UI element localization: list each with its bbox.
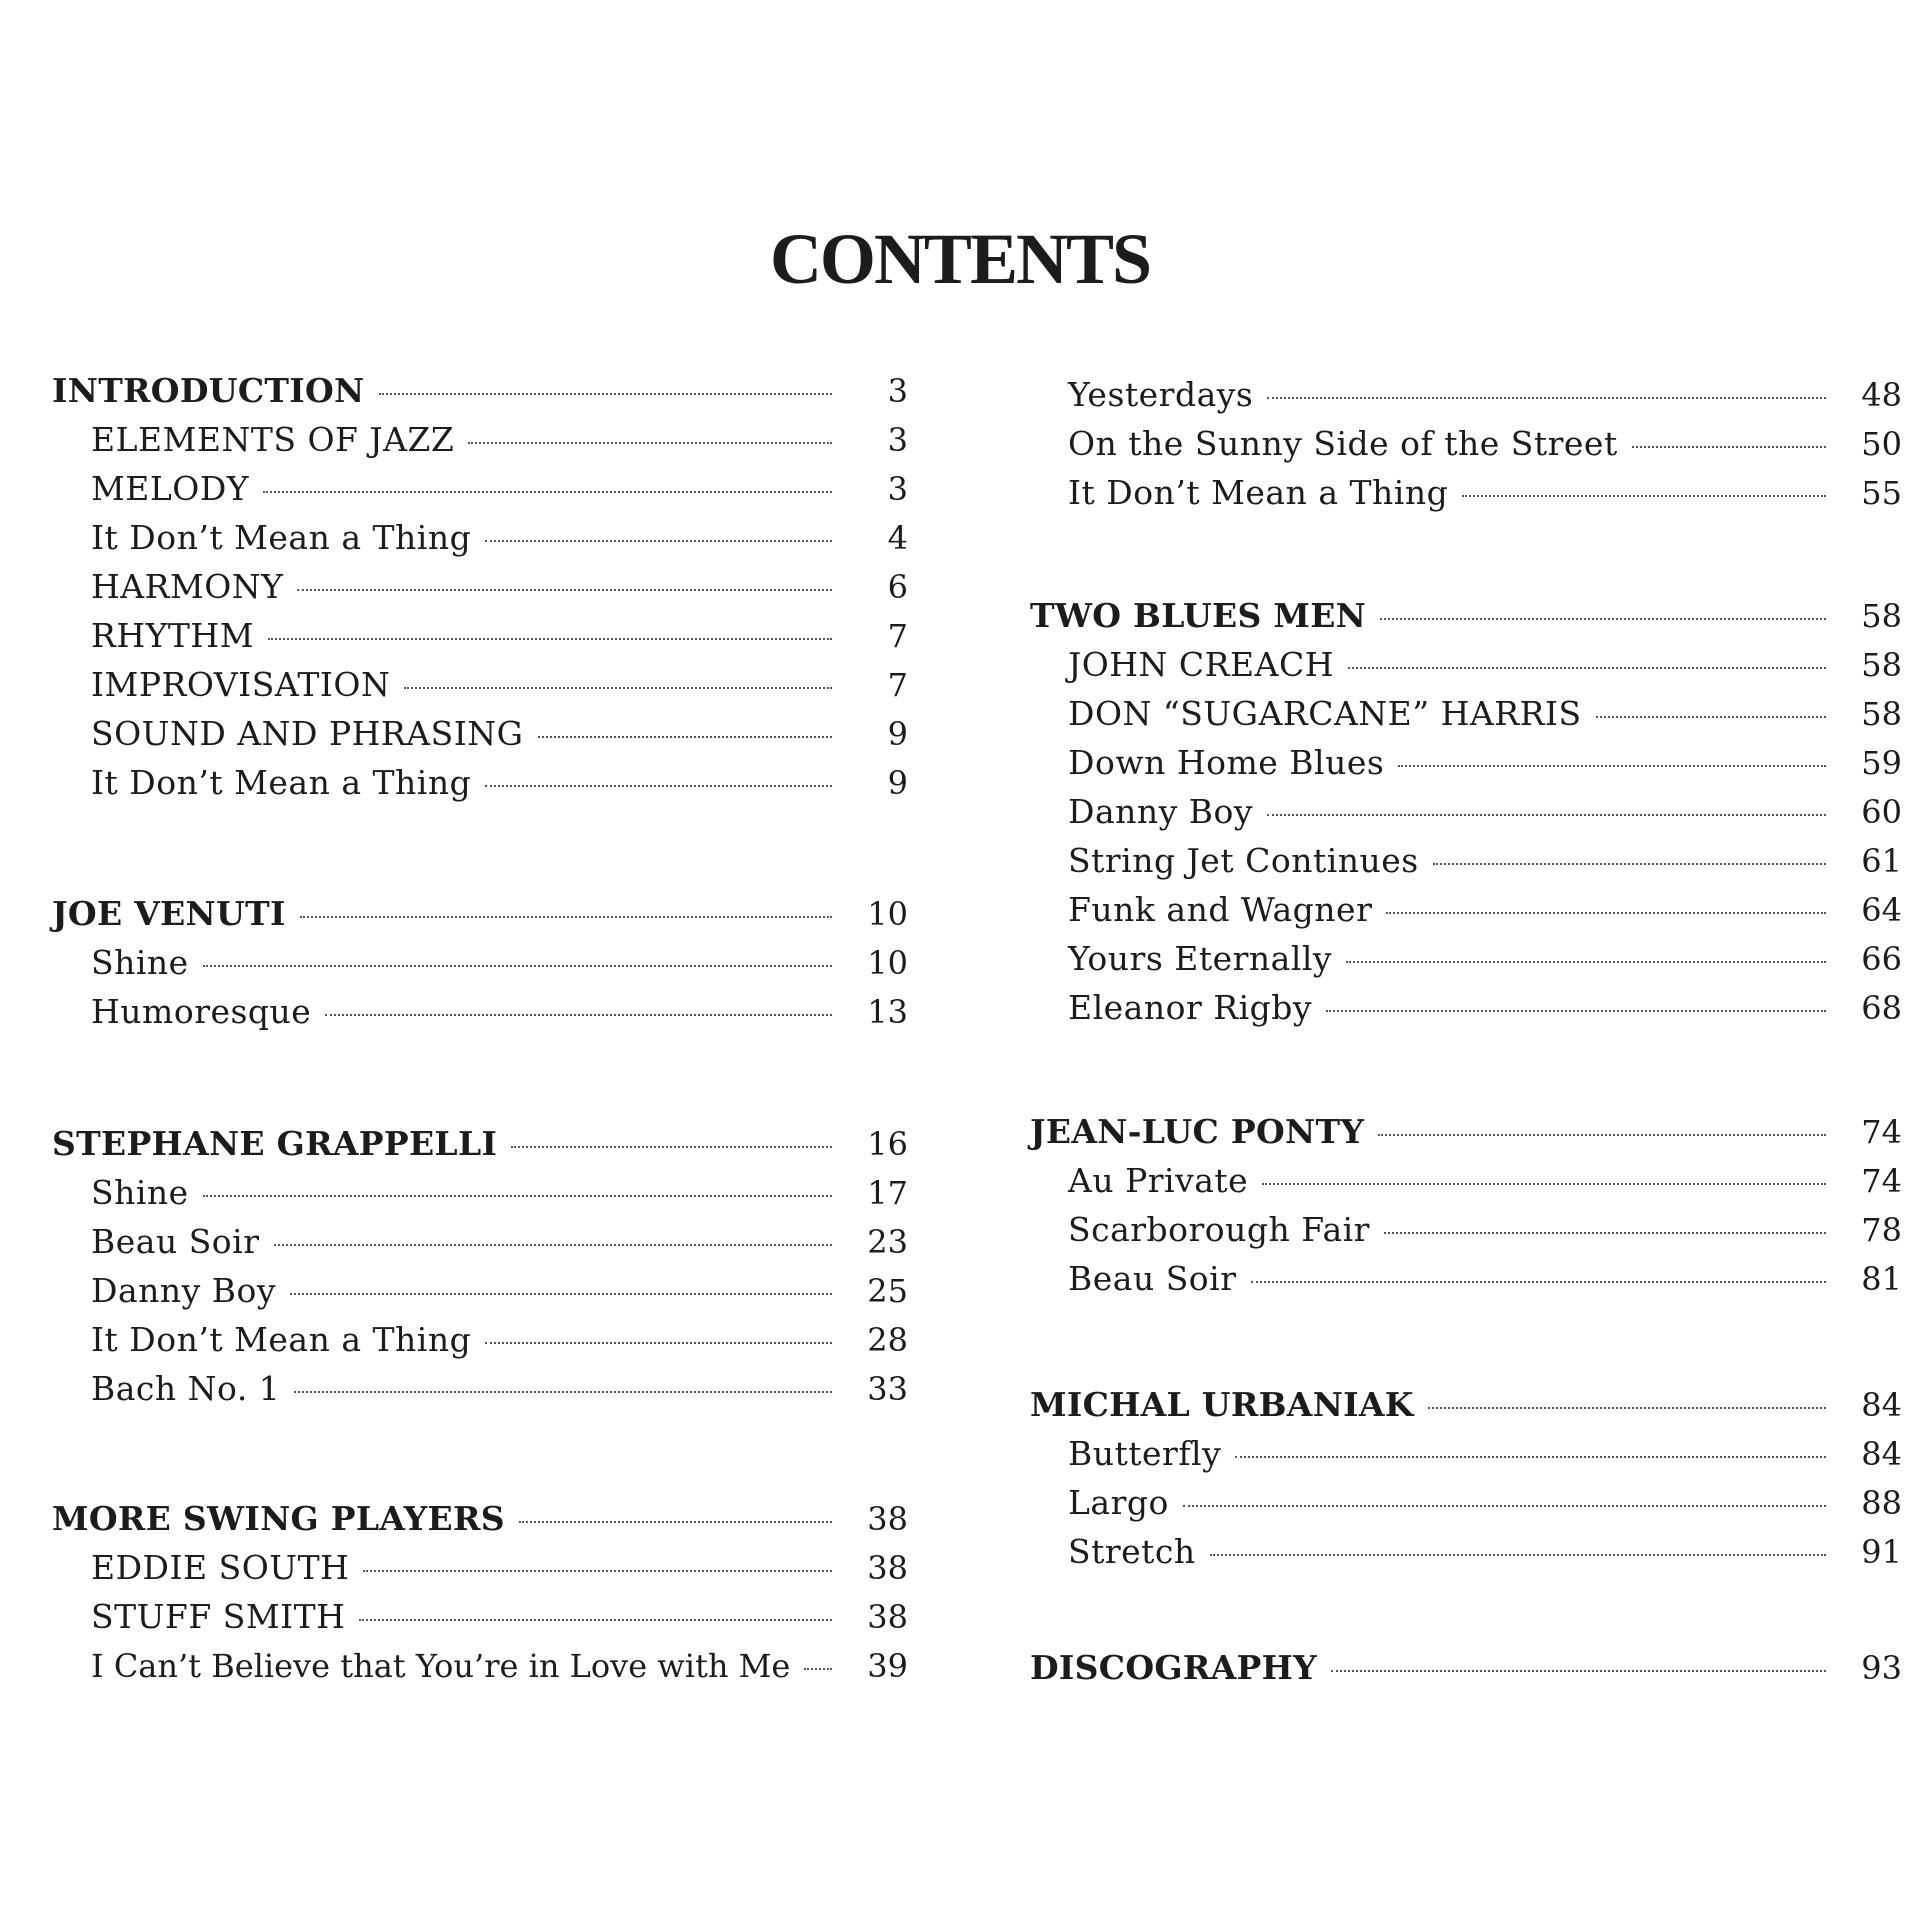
toc-section-row[interactable] [1030,593,1902,639]
dot-leader [300,916,832,918]
toc-page-number: 9 [887,715,908,753]
toc-entry-label: Scarborough Fair [1068,1210,1370,1249]
toc-entry-label: Beau Soir [1068,1259,1237,1298]
toc-entry-row[interactable] [1068,1431,1902,1477]
toc-entry-label: Danny Boy [1068,792,1254,831]
dot-leader [1326,1010,1826,1012]
toc-page-number: 84 [1861,1386,1902,1424]
dot-leader [1386,912,1826,914]
toc-section-row[interactable] [52,1496,908,1542]
toc-section-row[interactable] [1030,1645,1902,1691]
toc-entry-row[interactable] [91,1170,908,1216]
toc-entry-row[interactable] [1068,838,1902,884]
toc-page-number: 6 [887,568,908,606]
toc-page-number: 58 [1861,646,1902,684]
toc-page-number: 3 [887,470,908,508]
toc-section-row[interactable] [1030,1109,1902,1155]
toc-entry-label: It Don’t Mean a Thing [1068,473,1449,512]
toc-entry-label: JOHN CREACH [1068,645,1334,684]
toc-entry-label: ELEMENTS OF JAZZ [91,420,455,459]
toc-entry-row[interactable] [1068,1158,1902,1204]
toc-entry-row[interactable] [1068,1529,1902,1575]
toc-page-number: 7 [887,666,908,704]
toc-entry-row[interactable] [1068,691,1902,737]
toc-entry-row[interactable] [91,417,908,463]
toc-entry-label: HARMONY [91,567,284,606]
toc-page-number: 13 [867,993,908,1031]
dot-leader [363,1570,832,1572]
dot-leader [203,1195,832,1197]
toc-entry-row[interactable] [91,1366,908,1412]
toc-page-number: 3 [887,372,908,410]
toc-page-number: 39 [867,1647,908,1685]
toc-entry-label: MELODY [91,469,250,508]
toc-entry-label: Stretch [1068,1532,1196,1571]
dot-leader [1462,495,1826,497]
page-title: CONTENTS [769,219,1151,299]
toc-page-number: 64 [1861,891,1902,929]
toc-entry-row[interactable] [91,1219,908,1265]
toc-page-number: 60 [1861,793,1902,831]
toc-entry-row[interactable] [91,711,908,757]
toc-entry-row[interactable] [91,662,908,708]
toc-entry-row[interactable] [91,1643,908,1689]
toc-entry-row[interactable] [91,989,908,1035]
toc-entry-row[interactable] [1068,1256,1902,1302]
dot-leader [804,1668,832,1670]
dot-leader [485,1342,832,1344]
toc-entry-label: MORE SWING PLAYERS [52,1499,505,1538]
toc-entry-label: TWO BLUES MEN [1030,596,1367,635]
dot-leader [1262,1183,1826,1185]
contents-right-column [1020,0,1910,1920]
contents-left-column [0,0,920,1920]
toc-entry-row[interactable] [1068,470,1902,516]
dot-leader [274,1244,832,1246]
dot-leader [468,442,832,444]
toc-entry-row[interactable] [1068,421,1902,467]
toc-entry-label: Down Home Blues [1068,743,1385,782]
dot-leader [1428,1407,1826,1409]
dot-leader [1267,814,1826,816]
dot-leader [1632,446,1826,448]
toc-entry-label: Beau Soir [91,1222,260,1261]
toc-entry-label: It Don’t Mean a Thing [91,518,472,557]
toc-page-number: 68 [1861,989,1902,1027]
dot-leader [519,1521,832,1523]
toc-page-number: 61 [1861,842,1902,880]
toc-page-number: 66 [1861,940,1902,978]
toc-page-number: 74 [1861,1162,1902,1200]
toc-entry-label: Yesterdays [1068,375,1254,414]
toc-page-number: 84 [1861,1435,1902,1473]
toc-entry-label: Shine [91,1173,189,1212]
toc-page-number: 7 [887,617,908,655]
toc-page-number: 93 [1861,1649,1902,1687]
toc-entry-row[interactable] [1068,789,1902,835]
toc-page-number: 78 [1861,1211,1902,1249]
dot-leader [294,1391,832,1393]
dot-leader [1398,765,1826,767]
toc-entry-label: Butterfly [1068,1434,1222,1473]
toc-entry-row[interactable] [1068,740,1902,786]
toc-entry-label: EDDIE SOUTH [91,1548,350,1587]
toc-page-number: 23 [867,1223,908,1261]
toc-entry-row[interactable] [1068,985,1902,1031]
toc-entry-row[interactable] [91,1545,908,1591]
dot-leader [1346,961,1826,963]
toc-entry-label: DON “SUGARCANE” HARRIS [1068,694,1582,733]
dot-leader [1384,1232,1826,1234]
dot-leader [359,1619,832,1621]
toc-entry-label: IMPROVISATION [91,665,391,704]
toc-entry-row[interactable] [91,1317,908,1363]
toc-entry-label: Largo [1068,1483,1169,1522]
dot-leader [404,687,832,689]
toc-entry-label: Au Private [1068,1161,1249,1200]
toc-entry-row[interactable] [91,940,908,986]
toc-entry-row[interactable] [1068,1480,1902,1526]
toc-page-number: 38 [867,1549,908,1587]
toc-page-number: 59 [1861,744,1902,782]
dot-leader [485,540,832,542]
toc-entry-row[interactable] [1068,936,1902,982]
toc-entry-label: On the Sunny Side of the Street [1068,424,1618,463]
toc-entry-row[interactable] [91,466,908,512]
toc-entry-label: String Jet Continues [1068,841,1419,880]
toc-page-number: 58 [1861,597,1902,635]
toc-entry-label: Humoresque [91,992,312,1031]
dot-leader [203,965,832,967]
toc-page-number: 38 [867,1500,908,1538]
toc-entry-row[interactable] [1068,642,1902,688]
toc-entry-label: Danny Boy [91,1271,277,1310]
dot-leader [1348,667,1826,669]
toc-page-number: 17 [867,1174,908,1212]
toc-page-number: 10 [867,895,908,933]
dot-leader [263,491,832,493]
toc-entry-label: JOE VENUTI [52,894,286,933]
toc-entry-label: RHYTHM [91,616,254,655]
dot-leader [1433,863,1826,865]
dot-leader [268,638,832,640]
dot-leader [1380,618,1826,620]
toc-section-row[interactable] [52,1121,908,1167]
toc-entry-label: Bach No. 1 [91,1369,281,1408]
dot-leader [1267,397,1826,399]
toc-page-number: 50 [1861,425,1902,463]
toc-entry-label: Eleanor Rigby [1068,988,1313,1027]
toc-section-row[interactable] [52,368,908,414]
dot-leader [1596,716,1826,718]
toc-entry-label: MICHAL URBANIAK [1030,1385,1414,1424]
toc-page-number: 9 [887,764,908,802]
toc-page-number: 48 [1861,376,1902,414]
toc-entry-label: It Don’t Mean a Thing [91,1320,472,1359]
toc-entry-label: Shine [91,943,189,982]
toc-section-row[interactable] [1030,1382,1902,1428]
toc-entry-label: Funk and Wagner [1068,890,1373,929]
toc-page-number: 88 [1861,1484,1902,1522]
toc-page-number: 74 [1861,1113,1902,1151]
toc-page-number: 10 [867,944,908,982]
toc-page-number: 58 [1861,695,1902,733]
toc-entry-label: INTRODUCTION [52,371,365,410]
dot-leader [325,1014,832,1016]
toc-page-number: 91 [1861,1533,1902,1571]
toc-entry-row[interactable] [1068,1207,1902,1253]
dot-leader [511,1146,832,1148]
toc-entry-row[interactable] [91,760,908,806]
toc-entry-label: Yours Eternally [1068,939,1333,978]
dot-leader [1331,1670,1826,1672]
dot-leader [1378,1134,1826,1136]
toc-section-row[interactable] [52,891,908,937]
toc-entry-row[interactable] [1068,372,1902,418]
toc-entry-row[interactable] [91,564,908,610]
toc-entry-label: DISCOGRAPHY [1030,1648,1317,1687]
toc-entry-row[interactable] [91,515,908,561]
toc-page-number: 55 [1861,474,1902,512]
toc-entry-label: I Can’t Believe that You’re in Love with Me [91,1647,791,1685]
toc-entry-row[interactable] [91,1268,908,1314]
dot-leader [538,736,833,738]
dot-leader [1210,1554,1826,1556]
dot-leader [290,1293,832,1295]
toc-page-number: 16 [867,1125,908,1163]
dot-leader [485,785,832,787]
toc-page-number: 81 [1861,1260,1902,1298]
toc-page-number: 38 [867,1598,908,1636]
dot-leader [1251,1281,1826,1283]
toc-entry-label: SOUND AND PHRASING [91,714,524,753]
toc-page-number: 33 [867,1370,908,1408]
toc-page-number: 3 [887,421,908,459]
toc-entry-label: STUFF SMITH [91,1597,346,1636]
dot-leader [1235,1456,1826,1458]
dot-leader [1183,1505,1826,1507]
dot-leader [379,393,833,395]
toc-page-number: 4 [887,519,908,557]
toc-page-number: 28 [867,1321,908,1359]
dot-leader [297,589,832,591]
toc-page-number: 25 [867,1272,908,1310]
toc-entry-label: It Don’t Mean a Thing [91,763,472,802]
toc-entry-row[interactable] [91,1594,908,1640]
toc-entry-label: JEAN-LUC PONTY [1030,1112,1365,1151]
toc-entry-row[interactable] [91,613,908,659]
toc-entry-row[interactable] [1068,887,1902,933]
toc-entry-label: STEPHANE GRAPPELLI [52,1124,498,1163]
